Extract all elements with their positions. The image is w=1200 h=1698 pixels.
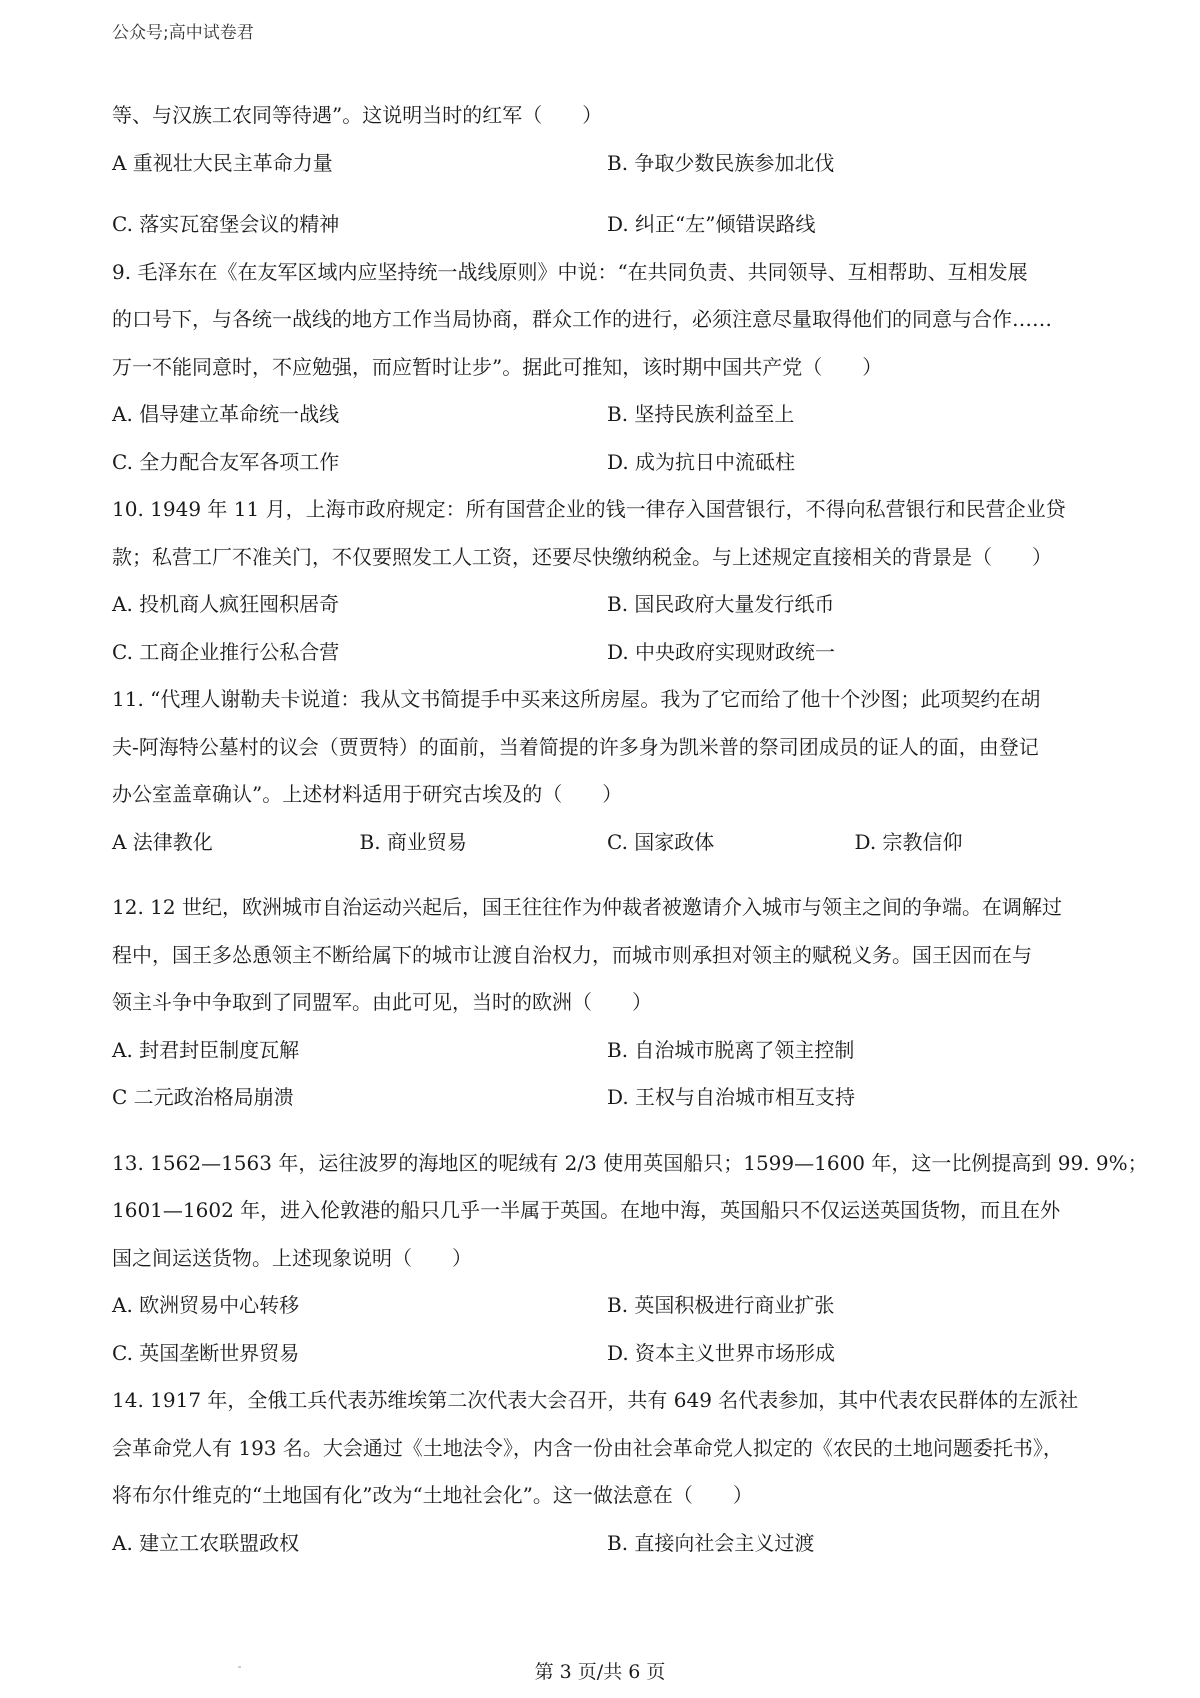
q12-option-a: A. 封君封臣制度瓦解	[112, 1037, 300, 1062]
q12-options-row-2	[112, 1074, 1102, 1122]
q12-option-b: B. 自治城市脱离了领主控制	[607, 1037, 855, 1062]
q9-options-row-2	[112, 439, 1102, 487]
q11-option-b: B. 商业贸易	[359, 829, 467, 854]
q8-options-row-2	[112, 201, 1102, 249]
q10-options-row-1	[112, 581, 1102, 629]
q10-options-row-2	[112, 629, 1102, 677]
q14-option-b: B. 直接向社会主义过渡	[607, 1530, 815, 1555]
question-content	[112, 92, 1148, 1567]
q12-option-c: C 二元政治格局崩溃	[112, 1085, 294, 1109]
q10-stem-line-2: 款；私营工厂不准关门，不仅要照发工人工资，还要尽快缴纳税金。与上述规定直接相关的背景是（ ）	[112, 544, 1052, 569]
q13-options-row-1	[112, 1282, 1102, 1330]
q11-options-row	[112, 819, 1102, 867]
page-number: 第 3 页/共 6 页	[534, 1661, 666, 1683]
q11-stem-line-3: 办公室盖章确认”。上述材料适用于研究古埃及的（ ）	[112, 782, 623, 806]
q12-stem-line-1: 12. 12 世纪，欧洲城市自治运动兴起后，国王往往作为仲裁者被邀请介入城市与领主之间的争端。在调解过	[112, 895, 1062, 919]
q12-options-row-1	[112, 1027, 1102, 1075]
q11-option-c: C. 国家政体	[607, 829, 715, 854]
q8-option-c: C. 落实瓦窑堡会议的精神	[112, 212, 340, 236]
q10-option-c: C. 工商企业推行公私合营	[112, 639, 340, 664]
q13-stem-line-3: 国之间运送货物。上述现象说明（ ）	[112, 1245, 472, 1270]
q8-option-a: A 重视壮大民主革命力量	[112, 150, 333, 175]
q12-stem-line-3: 领主斗争中争取到了同盟军。由此可见，当时的欧洲（ ）	[112, 990, 652, 1014]
q8-option-d: D. 纠正“左”倾错误路线	[607, 212, 816, 236]
q11-stem-line-1: 11. “代理人谢勒夫卡说道：我从文书简提手中买来这所房屋。我为了它而给了他十个沙图；此项契约在胡	[112, 687, 1041, 711]
q9-option-c: C. 全力配合友军各项工作	[112, 449, 340, 474]
q10-option-b: B. 国民政府大量发行纸币	[607, 592, 835, 616]
q11-option-a: A 法律教化	[112, 829, 213, 854]
q12-option-d: D. 王权与自治城市相互支持	[607, 1085, 856, 1109]
q14-option-a: A. 建立工农联盟政权	[112, 1530, 300, 1555]
q12-stem-line-2: 程中，国王多怂恿领主不断给属下的城市让渡自治权力，而城市则承担对领主的赋税义务。国王因而在与	[112, 942, 1032, 967]
q14-stem-line-1: 14. 1917 年，全俄工兵代表苏维埃第二次代表大会召开，共有 649 名代表参加，其中代表农民群体的左派社	[112, 1388, 1079, 1412]
q11-stem-line-2: 夫-阿海特公墓村的议会（贾贾特）的面前，当着简提的许多身为凯米普的祭司团成员的证人的面，由登记	[112, 734, 1039, 759]
q9-option-b: B. 坚持民族利益至上	[607, 402, 795, 426]
q8-option-b: B. 争取少数民族参加北伐	[607, 150, 835, 175]
q9-stem-line-3: 万一不能同意时，不应勉强，而应暂时让步”。据此可推知，该时期中国共产党（ ）	[112, 354, 883, 379]
q14-stem-line-3: 将布尔什维克的“土地国有化”改为“土地社会化”。这一做法意在（ ）	[112, 1483, 753, 1507]
q8-stem-tail: 等、与汉族工农同等待遇”。这说明当时的红军（ ）	[112, 103, 603, 127]
q9-stem-line-2: 的口号下，与各统一战线的地方工作当局协商，群众工作的进行，必须注意尽量取得他们的同意与合作……	[112, 307, 1052, 331]
q9-option-d: D. 成为抗日中流砥柱	[607, 449, 796, 474]
q13-option-a: A. 欧洲贸易中心转移	[112, 1293, 300, 1317]
q9-option-a: A. 倡导建立革命统一战线	[112, 402, 340, 426]
source-header: 公众号;高中试卷君	[112, 23, 254, 43]
q13-option-c: C. 英国垄断世界贸易	[112, 1340, 300, 1365]
q13-option-d: D. 资本主义世界市场形成	[607, 1340, 836, 1365]
q9-stem-line-1: 9. 毛泽东在《在友军区域内应坚持统一战线原则》中说：“在共同负责、共同领导、互相帮助、互相发展	[112, 259, 1028, 284]
q9-options-row-1	[112, 391, 1102, 439]
q13-options-row-2	[112, 1330, 1102, 1378]
q13-stem-line-1: 13. 1562—1563 年，运往波罗的海地区的呢绒有 2/3 使用英国船只；1599—1600 年，这一比例提高到 99. 9%；	[112, 1150, 1148, 1175]
q10-option-d: D. 中央政府实现财政统一	[607, 639, 836, 664]
q14-options-row-1	[112, 1520, 1102, 1568]
q10-option-a: A. 投机商人疯狂囤积居奇	[112, 592, 340, 616]
q10-stem-line-1: 10. 1949 年 11 月，上海市政府规定：所有国营企业的钱一律存入国营银行，不得向私营银行和民营企业贷	[112, 497, 1066, 521]
q8-options-row-1	[112, 140, 1102, 188]
q11-option-d: D. 宗教信仰	[854, 829, 963, 854]
q14-stem-line-2: 会革命党人有 193 名。大会通过《土地法令》，内含一份由社会革命党人拟定的《农民的土地问题委托书》，	[112, 1435, 1063, 1460]
q13-stem-line-2: 1601—1602 年，进入伦敦港的船只几乎一半属于英国。在地中海，英国船只不仅运送英国货物，而且在外	[112, 1198, 1061, 1222]
q13-option-b: B. 英国积极进行商业扩张	[607, 1293, 835, 1317]
